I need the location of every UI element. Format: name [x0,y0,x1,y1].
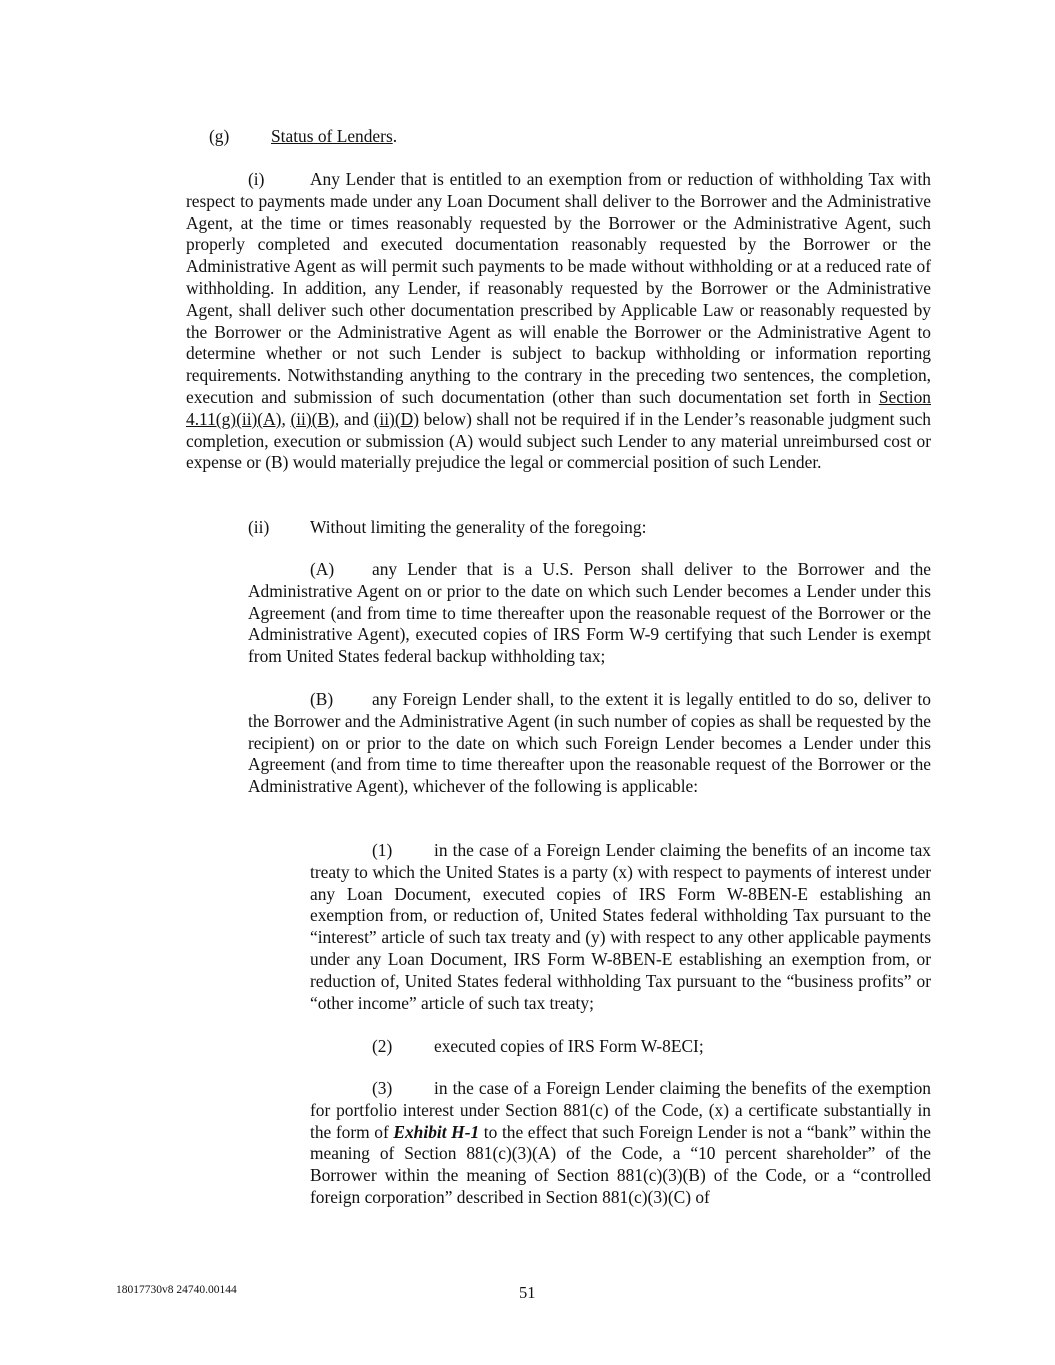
paragraph-2-label: (2) [372,1036,393,1056]
paragraph-a-label: (A) [310,559,335,579]
paragraph-i-sep-1: , [281,408,291,429]
paragraph-i-label: (i) [248,169,265,189]
paragraph-i-sep-2: , and [334,408,374,429]
paragraph-3-text-1: in the case of a Foreign Lender claiming the benefits of the exemption for portfolio interest under Section 881(c) of the Code, (x) a certificate substantially in the form of [310,1078,931,1142]
paragraph-b-text: any Foreign Lender shall, to the extent it is legally entitled to do so, deliver to the Borrower and the Administrative Agent (in such number of copies as shall be requested by the recipient) on or prior to the date on which such Foreign Lender becomes a Lender under this Agreement (and from time to time thereafter upon the reasonable request of the Borrower or the Administrative Agent), whichever of the following is applicable: [248,689,931,797]
section-ref-ii-d: (ii)(D) [373,408,419,429]
paragraph-1 [310,840,931,1014]
paragraph-1-text: in the case of a Foreign Lender claiming the benefits of an income tax treaty to which the United States is a party (x) with respect to payments of interest under any Loan Document, executed copies of IRS Form W-8BEN-E establishing an exemption from, or reduction of, United States federal withholding Tax pursuant to the “interest” article of such tax treaty and (y) with respect to any other applicable payments under any Loan Document, IRS Form W-8BEN-E establishing an exemption from, or reduction of, United States federal withholding Tax pursuant to the “business profits” or “other income” article of such tax treaty; [310,840,931,1013]
paragraph-2-text: executed copies of IRS Form W-8ECI; [434,1036,704,1056]
section-g-label: (g) [209,126,230,146]
paragraph-1-label: (1) [372,840,393,860]
paragraph-i [186,169,931,474]
paragraph-a [248,559,931,668]
exhibit-h-1-reference: Exhibit H-1 [393,1121,480,1142]
paragraph-i-text-2: below) shall not be required if in the Lender’s reasonable judgment such completion, execution or submission (A) would subject such Lender to any material unreimbursed cost or expense or (B) would materially prejudice the legal or commercial position of such Lender. [186,408,932,473]
paragraph-ii [248,517,931,539]
section-ref-ii-b: (ii)(B) [290,408,335,429]
section-g-title: Status of Lenders [271,126,393,146]
paragraph-b [248,689,931,798]
section-g-heading [209,126,609,148]
section-g-title-end: . [392,126,398,146]
paragraph-i-text-1: Any Lender that is entitled to an exemption from or reduction of withholding Tax with respect to payments made under any Loan Document shall deliver to the Borrower and the Administrative Agent, at the time or times reasonably requested by the Borrower or the Administrative Agent, such properly completed and executed documentation reasonably requested by the Borrower or the Administrative Agent as will permit such payments to be made without withholding or at a reduced rate of withholding. In addition, any Lender, if reasonably requested by the Borrower or the Administrative Agent, shall deliver such other documentation prescribed by Applicable Law or reasonably requested by the Borrower or the Administrative Agent as will enable the Borrower or the Administrative Agent to determine whether or not such Lender is subject to backup withholding or information reporting requirements. Notwithstanding anything to the contrary in the preceding two sentences, the completion, execution and submission of such documentation (other than such documentation set forth in [186,169,931,407]
document-id: 18017730v8 24740.00144 [116,1284,237,1296]
paragraph-ii-text: Without limiting the generality of the foregoing: [310,517,647,537]
page-number: 51 [519,1283,536,1302]
paragraph-a-text: any Lender that is a U.S. Person shall deliver to the Borrower and the Administrative Agent on or prior to the date on which such Lender becomes a Lender under this Agreement (and from time to time thereafter upon the reasonable request of the Borrower or the Administrative Agent), executed copies of IRS Form W-9 certifying that such Lender is exempt from United States federal backup withholding tax; [248,559,931,667]
paragraph-2 [372,1036,931,1058]
paragraph-ii-label: (ii) [248,517,270,537]
paragraph-3-label: (3) [372,1078,393,1098]
paragraph-3-text-2: to the effect that such Foreign Lender is not a “bank” within the meaning of Section 881(c)(3)(A) of the Code, a “10 percent shareholder” of the Borrower within the meaning of Section 881(c)(3)(B) of the Code, or a “controlled foreign corporation” described in Section 881(c)(3)(C) of [310,1121,931,1207]
section-ref-4-11-g-ii-a: Section 4.11(g)(ii)(A) [186,386,931,429]
paragraph-3 [310,1078,931,1209]
paragraph-b-label: (B) [310,689,334,709]
